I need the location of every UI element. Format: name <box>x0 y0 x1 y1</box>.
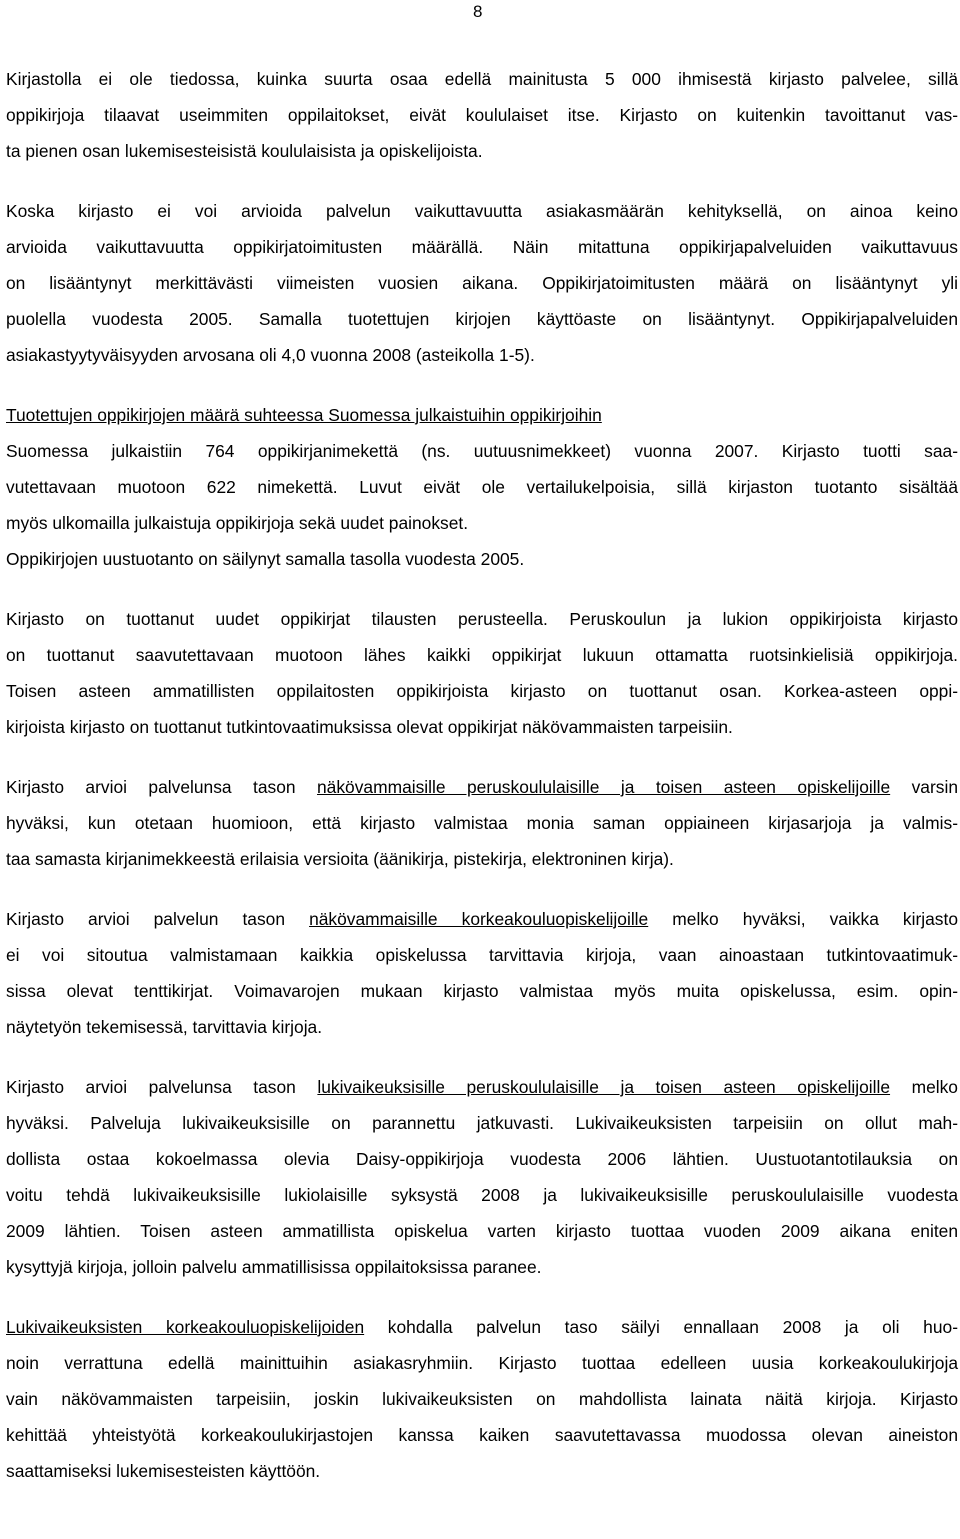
line-text: hyväksi, kun otetaan huomioon, että kirjasto valmistaa monia saman oppiaineen kirjasarjoja ja valmis- <box>6 813 958 833</box>
line-text: saattamiseksi lukemisesteisten käyttöön. <box>6 1461 321 1481</box>
text-line <box>6 265 958 301</box>
paragraph <box>6 193 958 373</box>
line-text: ta pienen osan lukemisesteisistä koululaisista ja opiskelijoista. <box>6 141 483 161</box>
text-line <box>6 805 958 841</box>
line-text: puolella vuodesta 2005. Samalla tuotettujen kirjojen käyttöaste on lisääntynyt. Oppikirjapalveluiden <box>6 309 958 329</box>
text-line <box>6 673 958 709</box>
text-line <box>6 433 958 469</box>
line-text: Koska kirjasto ei voi arvioida palvelun vaikuttavuutta asiakasmäärän kehityksellä, on ainoa keino <box>6 201 958 221</box>
line-text: Kirjasto arvioi palvelunsa tason <box>6 1077 318 1097</box>
line-text: melko <box>890 1077 958 1097</box>
underlined-text: näkövammaisille korkeakouluopiskelijoille <box>309 909 649 929</box>
paragraph <box>6 1309 958 1489</box>
text-line <box>6 1417 958 1453</box>
text-line <box>6 61 958 97</box>
text-line <box>6 337 958 373</box>
underlined-text: Lukivaikeuksisten korkeakouluopiskelijoiden <box>6 1317 365 1337</box>
line-text: Kirjasto arvioi palvelun tason <box>6 909 310 929</box>
line-text: oppikirjoja tilaavat useimmiten oppilaitokset, eivät koululaiset itse. Kirjasto on kuitenkin tavoittanut vas- <box>6 105 958 125</box>
line-text: näytetyön tekemisessä, tarvittavia kirjoja. <box>6 1017 323 1037</box>
document-body <box>6 61 958 1513</box>
text-line <box>6 709 958 745</box>
text-line <box>6 1213 958 1249</box>
line-text: hyväksi. Palveluja lukivaikeuksisille on parannettu jatkuvasti. Lukivaikeuksisten tarpeisiin on ollut mah- <box>6 1113 958 1133</box>
text-line <box>6 937 958 973</box>
line-text: kysyttyjä kirjoja, jolloin palvelu ammatillisissa oppilaitoksissa paranee. <box>6 1257 542 1277</box>
section-heading: Tuotettujen oppikirjojen määrä suhteessa Suomessa julkaistuihin oppikirjoihin <box>6 405 602 425</box>
page-number: 8 <box>473 2 483 21</box>
line-text: dollista ostaa kokoelmassa olevia Daisy-oppikirjoja vuodesta 2006 lähtien. Uustuotantotilauksia on <box>6 1149 958 1169</box>
text-line <box>6 229 958 265</box>
text-line <box>6 1345 958 1381</box>
text-line <box>6 1069 958 1105</box>
text-line <box>6 1381 958 1417</box>
text-line <box>6 469 958 505</box>
line-text: Oppikirjojen uustuotanto on säilynyt samalla tasolla vuodesta 2005. <box>6 549 525 569</box>
line-text: noin verrattuna edellä mainittuihin asiakasryhmiin. Kirjasto tuottaa edelleen uusia korkeakoulukirjoja <box>6 1353 958 1373</box>
underlined-text: näkövammaisille peruskoululaisille ja toisen asteen opiskelijoille <box>317 777 891 797</box>
text-line <box>6 601 958 637</box>
underlined-text: lukivaikeuksisille peruskoululaisille ja toisen asteen opiskelijoille <box>317 1077 891 1097</box>
text-line <box>6 901 958 937</box>
line-text: melko hyväksi, vaikka kirjasto <box>648 909 959 929</box>
paragraph <box>6 901 958 1045</box>
text-line <box>6 973 958 1009</box>
line-text: Kirjasto arvioi palvelunsa tason <box>6 777 318 797</box>
line-text: myös ulkomailla julkaistuja oppikirjoja sekä uudet painokset. <box>6 513 469 533</box>
line-text: ei voi sitoutua valmistamaan kaikkia opiskelussa tarvittavia kirjoja, vaan ainoastaan tutkintovaatimuk- <box>6 945 958 965</box>
text-line <box>6 1009 958 1045</box>
text-line <box>6 133 958 169</box>
line-text: on lisääntynyt merkittävästi viimeisten vuosien aikana. Oppikirjatoimitusten määrä on lisääntynyt yli <box>6 273 958 293</box>
line-text: Suomessa julkaistiin 764 oppikirjanimekettä (ns. uutuusnimekkeet) vuonna 2007. Kirjasto tuotti saa- <box>6 441 958 461</box>
line-text: vutettavaan muotoon 622 nimekettä. Luvut eivät ole vertailukelpoisia, sillä kirjaston tuotanto sisältää <box>6 477 958 497</box>
line-text: asiakastyytyväisyyden arvosana oli 4,0 vuonna 2008 (asteikolla 1-5). <box>6 345 535 365</box>
line-text: sissa olevat tenttikirjat. Voimavarojen mukaan kirjasto valmistaa myös muita opiskelussa, esim. opin- <box>6 981 958 1001</box>
paragraph <box>6 769 958 877</box>
line-text: varsin <box>890 777 958 797</box>
text-line <box>6 1105 958 1141</box>
line-text: kohdalla palvelun taso säilyi ennallaan 2008 ja oli huo- <box>364 1317 958 1337</box>
line-text: kehittää yhteistyötä korkeakoulukirjastojen kanssa kaiken saavutettavassa muodossa olevan aineiston <box>6 1425 958 1445</box>
text-line <box>6 97 958 133</box>
line-text: Kirjastolla ei ole tiedossa, kuinka suurta osaa edellä mainitusta 5 000 ihmisestä kirjasto palvelee, sillä <box>6 69 958 89</box>
text-line <box>6 1177 958 1213</box>
text-line <box>6 1453 958 1489</box>
text-line <box>6 301 958 337</box>
line-text: taa samasta kirjanimekkeestä erilaisia versioita (äänikirja, pistekirja, elektroninen kirja). <box>6 849 674 869</box>
text-line <box>6 1309 958 1345</box>
text-line <box>6 637 958 673</box>
line-text: kirjoista kirjasto on tuottanut tutkintovaatimuksissa olevat oppikirjat näkövammaisten tarpeisiin. <box>6 717 733 737</box>
line-text: arvioida vaikuttavuutta oppikirjatoimitusten määrällä. Näin mitattuna oppikirjapalveluiden vaikuttavuus <box>6 237 958 257</box>
line-text: on tuottanut saavutettavaan muotoon lähes kaikki oppikirjat lukuun ottamatta ruotsinkielisiä oppikirjoja. <box>6 645 958 665</box>
line-text: Toisen asteen ammatillisten oppilaitosten oppikirjoista kirjasto on tuottanut osan. Korkea-asteen oppi- <box>6 681 958 701</box>
paragraph <box>6 397 958 541</box>
line-text: vain näkövammaisten tarpeisiin, joskin lukivaikeuksisten on mahdollista lainata näitä kirjoja. Kirjasto <box>6 1389 958 1409</box>
text-line <box>6 841 958 877</box>
text-line <box>6 1249 958 1285</box>
text-line <box>6 193 958 229</box>
text-line <box>6 1141 958 1177</box>
line-text: voitu tehdä lukivaikeuksisille lukiolaisille syksystä 2008 ja lukivaikeuksisille peruskoululaisille vuodesta <box>6 1185 958 1205</box>
text-line <box>6 541 958 577</box>
paragraph <box>6 541 958 577</box>
paragraph <box>6 1069 958 1285</box>
text-line <box>6 769 958 805</box>
text-line <box>6 397 958 433</box>
line-text: 2009 lähtien. Toisen asteen ammatillista opiskelua varten kirjasto tuottaa vuoden 2009 aikana eniten <box>6 1221 958 1241</box>
paragraph <box>6 601 958 745</box>
text-line <box>6 505 958 541</box>
line-text: Kirjasto on tuottanut uudet oppikirjat tilausten perusteella. Peruskoulun ja lukion oppikirjoista kirjasto <box>6 609 958 629</box>
paragraph <box>6 61 958 169</box>
